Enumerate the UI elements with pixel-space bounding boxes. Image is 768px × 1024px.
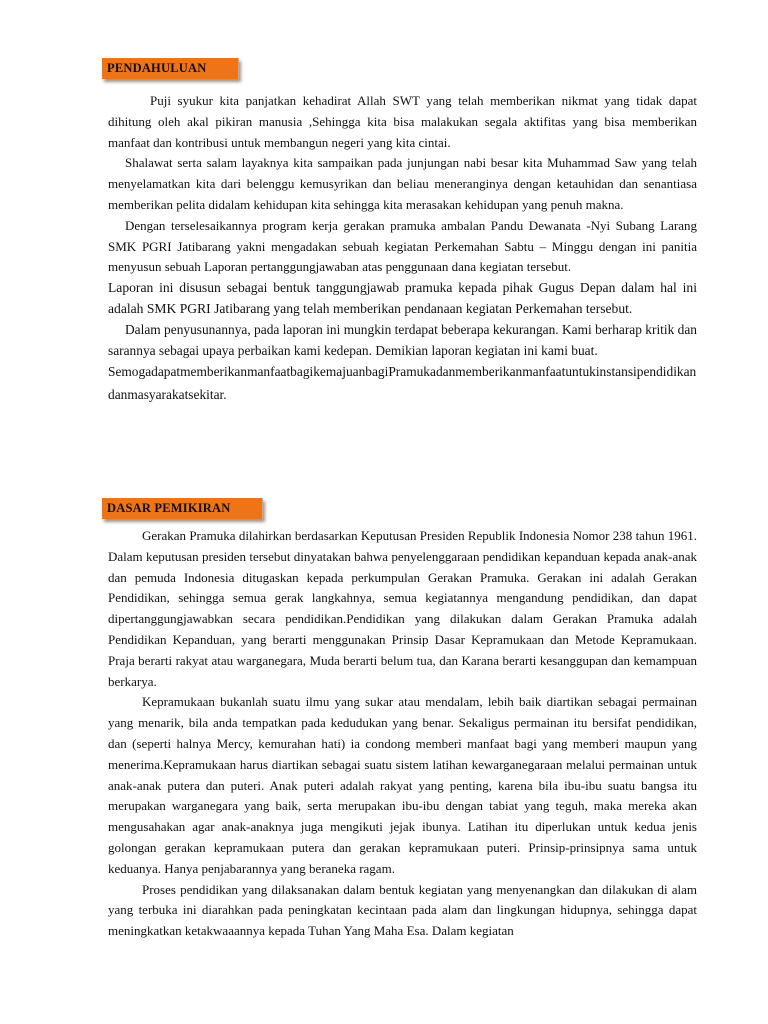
- section-heading-dasar-pemikiran: DASAR PEMIKIRAN: [102, 498, 263, 519]
- paragraph: Dalam penyusunannya, pada laporan ini mungkin terdapat beberapa kekurangan. Kami berharap kritik dan sarannya sebagai upaya perbaikan kami kedepan. Demikian laporan kegiatan ini kami buat.: [108, 321, 697, 358]
- paragraph: Puji syukur kita panjatkan kehadirat Allah SWT yang telah memberikan nikmat yang tidak dapat dihitung oleh akal pikiran manusia ,Sehingga kita bisa malakukan segala aktifitas yang bisa memberikan manfaat dan kontribusi untuk membangun negeri yang kita cintai.: [108, 93, 697, 150]
- paragraph: Kepramukaan bukanlah suatu ilmu yang sukar atau mendalam, lebih baik diartikan sebagai permainan yang menarik, bila anda tempatkan pada kedudukan yang benar. Sekaligus permainan itu bersifat pendidikan, dan (seperti halnya Mercy, kemurahan hati) ia condong memberi manfaat bagi yang memberi maupun yang menerima.Kepramukaan harus diartikan sebagai suatu sistem latihan kewarganegaraan melalui permainan untuk anak-anak putera dan puteri. Anak puteri adalah rakyat yang penting, karena bila ibu-ibu suatu bangsa itu merupakan warganegara yang baik, serta merupakan ibu-ibu dengan tabiat yang teguh, maka mereka akan mengusahakan agar anak-anaknya juga mengikuti jejak ibunya. Latihan itu diperlukan untuk kedua jenis golongan gerakan kepramukaan putera dan gerakan kepramukaan puteri. Prinsip-prinsipnya sama untuk keduanya. Hanya penjabarannya yang beraneka ragam.: [108, 694, 697, 876]
- paragraph: Dengan terselesaikannya program kerja gerakan pramuka ambalan Pandu Dewanata -Nyi Subang Larang SMK PGRI Jatibarang yakni mengadakan sebuah kegiatan Perkemahan Sabtu – Minggu dengan ini panitia menyusun sebuah Laporan pertanggungjawaban atas penggunaan dana kegiatan tersebut.: [108, 217, 697, 275]
- paragraph: Proses pendidikan yang dilaksanakan dalam bentuk kegiatan yang menyenangkan dan dilakukan di alam yang terbuka ini diarahkan pada peningkatan kecintaan pada alam dan lingkungan hidupnya, sehingga dapat meningkatkan ketakwaaannya kepada Tuhan Yang Maha Esa. Dalam kegiatan: [108, 881, 697, 939]
- section-dasar-pemikiran: [108, 526, 697, 942]
- paragraph: Gerakan Pramuka dilahirkan berdasarkan Keputusan Presiden Republik Indonesia Nomor 238 tahun 1961. Dalam keputusan presiden tersebut dinyatakan bahwa penyelenggaraan pendidikan kepanduan kepada anak-anak dan pemuda Indonesia ditugaskan kepada perkumpulan Gerakan Pramuka. Gerakan ini adalah Gerakan Pendidikan, sehingga semua gerak langkahnya, semua kegiatannya mengandung pendidikan, dan dapat dipertanggungjawabkan secara pendidikan.Pendidikan yang dilakukan dalam Gerakan Pramuka adalah Pendidikan Kepanduan, yang berarti menggunakan Prinsip Dasar Kepramukaan dan Metode Kepramukaan. Praja berarti rakyat atau warganegara, Muda berarti belum tua, dan Karana berarti kesanggupan dan kemampuan berkarya.: [108, 528, 697, 689]
- paragraph: SemogadapatmemberikanmanfaatbagikemajuanbagiPramukadanmemberikanmanfaatuntukinstansipendidikandanmasyarakatsekitar.: [108, 364, 697, 402]
- paragraph: Laporan ini disusun sebagai bentuk tanggungjawab pramuka kepada pihak Gugus Depan dalam hal ini adalah SMK PGRI Jatibarang yang telah memberikan pendanaan kegiatan Perkemahan tersebut.: [108, 280, 697, 316]
- section-heading-pendahuluan: PENDAHULUAN: [102, 58, 239, 79]
- section-pendahuluan: [108, 91, 697, 406]
- paragraph: Shalawat serta salam layaknya kita sampaikan pada junjungan nabi besar kita Muhammad Saw yang telah menyelamatkan kita dari belenggu kemusyrikan dan beliau meneranginya dengan ketauhidan dan senantiasa memberikan pelita didalam kehidupan kita sehingga kita merasakan kehidupan yang penuh makna.: [108, 155, 697, 212]
